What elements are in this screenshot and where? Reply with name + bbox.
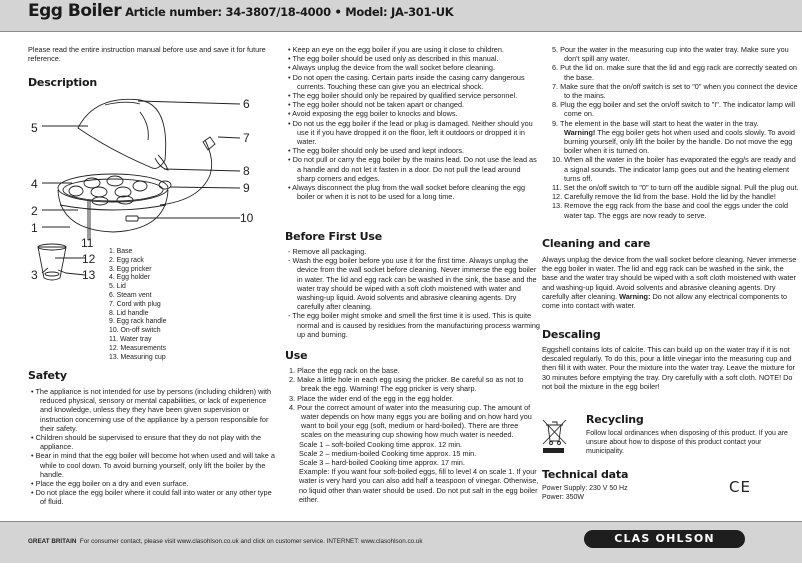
use-step: 12. Carefully remove the lid from the base. Hold the lid by the handle!	[552, 192, 776, 202]
use-step: 11. Set the on/off switch to "0" to turn off the audible signal. Pull the plug out.	[552, 183, 799, 193]
safety-item: • Place the egg boiler on a dry and even surface.	[31, 479, 189, 489]
callout-6: 6	[243, 97, 250, 111]
technical-section	[542, 468, 742, 502]
example-text: Example: If you want four soft-boiled eggs, fill to level 4 on scale 1. If your water is very hard you can also add half a teaspoon of vinegar. Otherwise, no liquid other than water should be used. Do not put salt in the egg boiler either.	[299, 467, 539, 504]
cleaning-section	[542, 237, 800, 310]
power-rating: Power: 350W	[542, 493, 585, 501]
use-continued	[548, 45, 800, 220]
callout-9: 9	[243, 181, 250, 195]
lid-shape	[78, 99, 166, 168]
safety-item: • Children should be supervised to ensure that they do not play with the appliance.	[31, 433, 262, 452]
scale-line: Scale 2 – medium-boiled Cooking time approx. 15 min.	[299, 448, 477, 458]
egg-boiler-diagram	[0, 0, 280, 290]
safety-item: • Do not us the egg boiler if the lead or plug is damaged. Neither should you use it if you have dropped it on the floor, left it outdoors or dropped it in water.	[288, 118, 533, 147]
callout-10: 10	[240, 211, 254, 225]
callout-5: 5	[31, 121, 38, 135]
safety-item: • Do not place the egg boiler where it could fall into water or any other type of fluid.	[31, 488, 272, 507]
product-name: Egg Boiler	[28, 1, 122, 21]
safety-item: • The egg boiler should be used only as described in this manual.	[288, 54, 499, 64]
warning-label: Warning!	[564, 127, 596, 137]
use-step: 2. Make a little hole in each egg using the pricker. Be careful so as not to break the egg. Warning! The egg pricker is very sharp.	[289, 375, 524, 394]
power-supply: Power Supply: 230 V 50 Hz	[542, 485, 628, 492]
part-item: 5. Lid	[109, 283, 126, 291]
footer-contact	[28, 537, 423, 546]
part-item: 10. On-off switch	[109, 327, 161, 335]
use-step: 8. Plug the egg boiler and set the on/off switch to "I". The indicator lamp will come on.	[552, 100, 796, 119]
safety-item: • Bear in mind that the egg boiler will become hot when used and will take a while to cool down. To avoid burning yourself, only lift the boiler by the handle.	[31, 451, 275, 479]
descaling-text: Eggshell contains lots of calcite. This can build up on the water tray if it is not descaled regularly. To do this, pour a little vinegar into the measuring cup and then fill it with water. Pour the mixture into the water tray. Leave the mixture for 30 minutes before emptying the tray. Dry carefully with a soft cloth. NOTE! Do not boil the mixture in the egg boiler!	[542, 345, 795, 391]
use-step: 1. Place the egg rack on the base.	[289, 366, 400, 375]
cleaning-heading: Cleaning and care	[542, 237, 651, 250]
recycling-text: Follow local ordinances when disposing of this product. If you are unsure about how to dispose of this product contact your municipality.	[586, 430, 788, 455]
scale-line: Scale 1 – soft-boiled Cooking time approx. 12 min.	[299, 439, 463, 449]
use-step: 5. Pour the water in the measuring cup into the water tray. Make sure you don't spill any water.	[552, 45, 789, 64]
descaling-section	[542, 328, 800, 391]
part-item: 9. Egg rack handle	[109, 318, 167, 326]
use-step: 4. Pour the correct amount of water into the measuring cup. The amount of water depends on how many eggs you are boiling and on how hard you want to boil your egg (soft, medium or hard-boiled). There are three scales on the measuring cup showing how much water is needed.	[289, 402, 532, 440]
callout-3: 3	[31, 268, 38, 282]
scale-line: Scale 3 – hard-boiled Cooking time approx. 17 min.	[299, 458, 465, 468]
recycling-heading: Recycling	[586, 413, 644, 426]
recycling-section	[586, 413, 801, 456]
intro-text: Please read the entire instruction manual before use and save it for future reference.	[28, 45, 266, 64]
before-first-use-section	[285, 230, 540, 339]
part-item: 13. Measuring cup	[109, 353, 166, 361]
use-section	[285, 349, 540, 504]
callout-11: 11	[81, 236, 94, 250]
safety-item: • The egg boiler should only be used and kept indoors.	[288, 146, 465, 156]
ce-mark-icon: CE	[729, 478, 751, 496]
clas-ohlson-logo: CLAS OHLSON	[584, 530, 745, 548]
safety-item: • Always unplug the device from the wall socket before cleaning.	[288, 63, 495, 73]
use-step: 7. Make sure that the on/off switch is set to "0" when you connect the device to the mains.	[552, 81, 798, 101]
before-use-item: - The egg boiler might smoke and smell the first time it is used. This is quite normal and is caused by residues from the manufacturing process warming up and burning.	[288, 311, 540, 339]
cleaning-warning: Do not allow any electrical components to come into contact with water.	[542, 291, 788, 311]
description-heading: Description	[28, 76, 97, 89]
use-step: 10. When all the water in the boiler has evaporated the egg/s are ready and a signal sounds. The indicator lamp goes out and the heating element turns off.	[552, 155, 796, 183]
callout-2: 2	[31, 204, 38, 218]
parts-list	[109, 248, 229, 362]
before-use-item: - Remove all packaging.	[288, 247, 367, 256]
footer-contact-text: For consumer contact, please visit www.clasohlson.co.uk and click on customer service. INTERNET: www.clasohlson.co.uk	[79, 538, 423, 545]
part-item: 3. Egg pricker	[109, 265, 152, 273]
callout-12: 12	[82, 252, 96, 266]
part-item: 4. Egg holder	[109, 274, 150, 282]
safety-item: • Always disconnect the plug from the wall socket before cleaning the egg boiler or when it is not to be used for a long time.	[288, 183, 526, 202]
use-heading: Use	[285, 349, 308, 362]
cleaning-warning-label: Warning:	[619, 291, 651, 301]
use-step: 6. Put the lid on. make sure that the lid and egg rack are correctly seated on the base.	[552, 63, 797, 82]
callout-13: 13	[82, 268, 96, 282]
article-model: Article number: 34-3807/18-4000 • Model: JA-301-UK	[125, 5, 454, 19]
part-item: 8. Lid handle	[109, 309, 149, 317]
callout-1: 1	[31, 221, 38, 235]
safety-section	[28, 369, 278, 507]
part-item: 11. Water tray	[109, 335, 152, 343]
callout-7: 7	[243, 131, 250, 145]
safety-continued	[285, 45, 540, 201]
part-item: 1. Base	[109, 248, 133, 255]
safety-item: • Do not open the casing. Certain parts inside the casing carry dangerous currents. Touching these can give you an electrical shock.	[288, 72, 525, 91]
step-9-warning	[548, 128, 800, 156]
warning-text: The egg boiler gets hot when used and cools slowly. To avoid burning yourself, only lift the boiler by the handle. Do not move the egg boiler when it is turned on.	[564, 127, 795, 156]
safety-item: • Do not pull or carry the egg boiler by the mains lead. Do not use the lead as a handle and do not let it fasten in a door. Do not pull the lead around sharp corners and edges.	[288, 155, 537, 183]
use-step: 9. The element in the base will start to heat the water in the tray.	[552, 118, 759, 128]
before-first-use-heading: Before First Use	[285, 230, 382, 243]
safety-item: • Avoid exposing the egg boiler to knocks and blows.	[288, 109, 458, 119]
descaling-heading: Descaling	[542, 328, 601, 341]
part-item: 7. Cord with plug	[109, 300, 161, 308]
safety-item: • Keep an eye on the egg boiler if you are using it close to children.	[288, 45, 504, 54]
safety-item: • The egg boiler should only be repaired by qualified service personnel.	[288, 91, 518, 101]
footer-country: GREAT BRITAIN	[28, 538, 77, 545]
part-item: 2. Egg rack	[109, 256, 144, 264]
weee-bin-icon	[541, 417, 567, 455]
technical-heading: Technical data	[542, 468, 629, 481]
use-step: 3. Place the wider end of the egg in the egg holder.	[289, 393, 454, 403]
before-use-item: - Wash the egg boiler before you use it for the first time. Always unplug the device from the wall socket before cleaning. Never immerse the egg boiler in water. The lid and egg rack can be washed in the sink, the base and the water tray should be wiped with a soft cloth moistened with water and washing-up liquid. Avoid solvents and abrasive cleaning agents. Dry carefully after cleaning.	[288, 256, 537, 312]
safety-heading: Safety	[28, 369, 67, 382]
part-item: 6. Steam vent	[109, 291, 152, 299]
safety-item: • The appliance is not intended for use by persons (including children) with reduced physical, sensory or mental capabilities, or lack of experience and knowledge, unless they they have been given supervision or instruction concerning use of the appliance by a person responsible for their safety.	[31, 387, 272, 433]
page-footer	[0, 521, 802, 563]
use-step: 13. Remove the egg rack from the base and cool the eggs under the cold water tap. The eggs are now ready to serve.	[552, 201, 789, 220]
cleaning-text: Always unplug the device from the wall socket before cleaning. Never immerse the egg boiler in water. The lid and egg rack can be washed in the sink, the base and the water tray should be wiped with a soft cloth moistened with water and washing-up liquid. Avoid solvents and abrasive cleaning agents. Dry carefully after cleaning.	[542, 255, 797, 301]
callout-4: 4	[31, 177, 38, 191]
callout-8: 8	[243, 164, 250, 178]
safety-item: • The egg boiler should not be taken apart or changed.	[288, 100, 465, 110]
part-item: 12. Measurements	[109, 344, 167, 352]
